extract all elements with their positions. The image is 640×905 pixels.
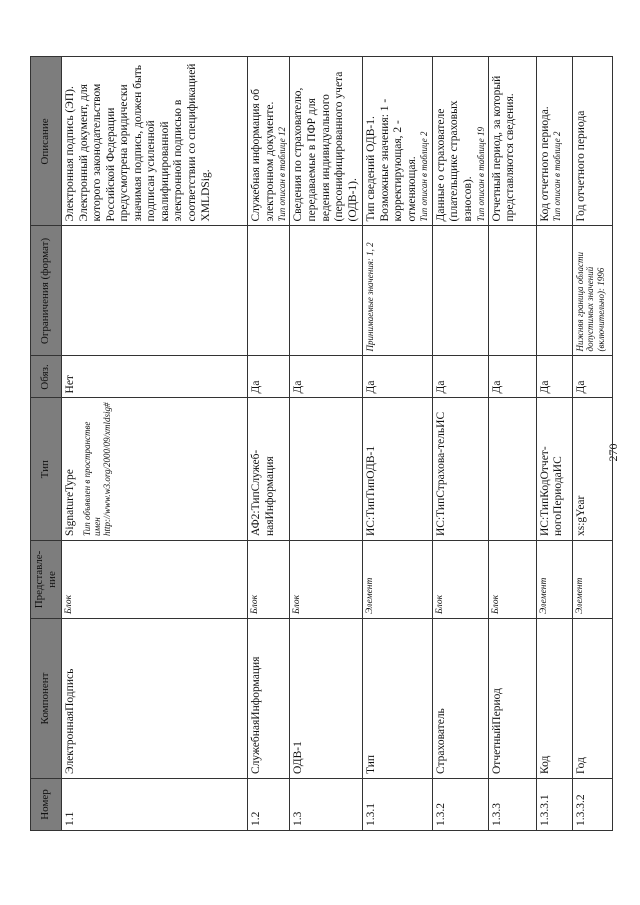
cell-description-text: Сведения по страхователю, передаваемые в ПФР для ведения индивидуального (персонифицированного учета (ОДВ-1). bbox=[292, 71, 359, 222]
cell-representation-text: Блок bbox=[249, 594, 260, 614]
header-component: Компонент bbox=[31, 619, 62, 779]
description-note: Тип описан в таблице 2 bbox=[419, 131, 430, 222]
cell-constraints bbox=[432, 226, 488, 356]
table-row bbox=[432, 57, 488, 831]
table-row bbox=[290, 57, 363, 831]
table-row bbox=[488, 57, 536, 831]
cell-representation bbox=[488, 541, 536, 619]
cell-required-text: Да bbox=[538, 380, 551, 394]
cell-constraints bbox=[290, 226, 363, 356]
cell-component-text: Код bbox=[538, 755, 551, 774]
cell-required-text: Да bbox=[434, 380, 447, 394]
cell-type bbox=[247, 398, 289, 541]
cell-type-text: АФ2:ТипСлужеб-наяИнформация bbox=[249, 449, 276, 536]
cell-description bbox=[61, 57, 247, 226]
cell-constraints bbox=[247, 226, 289, 356]
cell-representation-text: Блок bbox=[63, 594, 74, 614]
cell-type bbox=[432, 398, 488, 541]
cell-component bbox=[572, 619, 612, 779]
cell-type bbox=[536, 398, 572, 541]
cell-number-text: 1.2 bbox=[249, 811, 262, 826]
cell-description-text: Электронная подпись (ЭП). Электронный документ, для которого законодательством Российской Федерации предусмотрена юридически значимая подпись, должен быть подписан усиленной квалифицированной электронной подписью в соответствии со спецификацией XMLDSig. bbox=[63, 63, 212, 222]
cell-component-text: Страхователь bbox=[434, 708, 447, 774]
description-note: Тип описан в таблице 19 bbox=[475, 127, 486, 222]
cell-type bbox=[363, 398, 433, 541]
cell-number bbox=[290, 779, 363, 831]
cell-required bbox=[363, 356, 433, 398]
cell-component bbox=[247, 619, 289, 779]
cell-description-text: Отчетный период, за который представляются сведения. bbox=[490, 75, 517, 222]
cell-description bbox=[290, 57, 363, 226]
cell-component-text: Тип bbox=[365, 754, 378, 774]
cell-description-text: Код отчетного периода. bbox=[538, 106, 551, 222]
cell-number-text: 1.3.3.2 bbox=[574, 794, 587, 826]
cell-required-text: Да bbox=[249, 380, 262, 394]
cell-number-text: 1.1 bbox=[63, 811, 76, 826]
cell-type-text: ИС:ТипСтрахова-тельИС bbox=[434, 411, 447, 536]
cell-number-text: 1.3.1 bbox=[365, 803, 378, 826]
cell-representation-text: Блок bbox=[434, 594, 445, 614]
cell-number bbox=[488, 779, 536, 831]
table-header-row bbox=[31, 57, 62, 831]
header-representation: Представле-ние bbox=[31, 541, 62, 619]
page-number: 270 bbox=[606, 443, 620, 462]
cell-description bbox=[432, 57, 488, 226]
cell-required-text: Да bbox=[292, 380, 305, 394]
cell-number bbox=[432, 779, 488, 831]
cell-type-text: SignatureType bbox=[63, 469, 76, 536]
cell-description bbox=[536, 57, 572, 226]
cell-description bbox=[572, 57, 612, 226]
cell-number bbox=[363, 779, 433, 831]
header-type: Тип bbox=[31, 398, 62, 541]
cell-description bbox=[363, 57, 433, 226]
cell-representation bbox=[536, 541, 572, 619]
cell-type bbox=[572, 398, 612, 541]
cell-type-text: ИС:ТипКодОтчет-ногоПериодаИС bbox=[538, 446, 565, 536]
cell-number bbox=[536, 779, 572, 831]
cell-constraints bbox=[488, 226, 536, 356]
cell-number bbox=[61, 779, 247, 831]
cell-number bbox=[572, 779, 612, 831]
table-row bbox=[247, 57, 289, 831]
cell-representation-text: Блок bbox=[292, 594, 303, 614]
cell-representation bbox=[572, 541, 612, 619]
cell-representation-text: Элемент bbox=[538, 577, 549, 614]
cell-component-text: ЭлектроннаяПодпись bbox=[63, 668, 76, 774]
cell-description-text: Год отчетного периода bbox=[574, 110, 587, 222]
cell-description-text: Тип сведений ОДВ-1. Возможные значения: 1 - корректирующая, 2 - отменяющая. bbox=[365, 98, 418, 222]
cell-required-text: Да bbox=[365, 380, 378, 394]
components-table bbox=[30, 56, 613, 831]
cell-representation bbox=[432, 541, 488, 619]
cell-type bbox=[488, 398, 536, 541]
description-note: Тип описан в таблице 12 bbox=[277, 127, 288, 222]
header-number: Номер bbox=[31, 779, 62, 831]
table-row bbox=[363, 57, 433, 831]
cell-component bbox=[290, 619, 363, 779]
cell-description-text: Данные о страхователе (плательщике страховых взносов). bbox=[434, 100, 474, 222]
cell-required bbox=[290, 356, 363, 398]
cell-component-text: СлужебнаяИнформация bbox=[249, 656, 262, 774]
cell-component bbox=[363, 619, 433, 779]
cell-required bbox=[572, 356, 612, 398]
cell-constraints bbox=[363, 226, 433, 356]
cell-component bbox=[432, 619, 488, 779]
cell-description-text: Служебная информация об электронном документе. bbox=[249, 88, 276, 222]
type-note: Тип объявлен в пространстве имен http://www.w3.org/2000/09/xmldsig# bbox=[81, 402, 113, 536]
cell-component bbox=[61, 619, 247, 779]
cell-constraints bbox=[536, 226, 572, 356]
cell-required-text: Да bbox=[574, 380, 587, 394]
cell-number-text: 1.3.2 bbox=[434, 803, 447, 826]
cell-constraints-text: Нижняя граница области допустимых значений (включительно): 1996 bbox=[574, 251, 606, 352]
cell-number-text: 1.3.3.1 bbox=[538, 794, 551, 826]
cell-type-text: ИС:ТипТипОДВ-1 bbox=[365, 445, 378, 536]
cell-representation-text: Элемент bbox=[574, 577, 585, 614]
cell-representation bbox=[61, 541, 247, 619]
cell-type bbox=[290, 398, 363, 541]
cell-number bbox=[247, 779, 289, 831]
cell-component bbox=[536, 619, 572, 779]
cell-description bbox=[488, 57, 536, 226]
cell-representation-text: Блок bbox=[490, 594, 501, 614]
cell-component-text: ОтчетныйПериод bbox=[490, 688, 503, 774]
cell-required bbox=[61, 356, 247, 398]
cell-required bbox=[432, 356, 488, 398]
cell-component bbox=[488, 619, 536, 779]
cell-type bbox=[61, 398, 247, 541]
cell-representation bbox=[247, 541, 289, 619]
description-note: Тип описан в таблице 2 bbox=[552, 131, 563, 222]
cell-type-text: xs:gYear bbox=[574, 495, 587, 536]
cell-required-text: Да bbox=[490, 380, 503, 394]
cell-constraints bbox=[572, 226, 612, 356]
cell-representation-text: Элемент bbox=[365, 577, 376, 614]
cell-constraints-text: Принимаемые значения: 1, 2 bbox=[365, 242, 376, 352]
cell-required-text: Нет bbox=[63, 375, 76, 394]
cell-number-text: 1.3.3 bbox=[490, 803, 503, 826]
cell-representation bbox=[363, 541, 433, 619]
cell-number-text: 1.3 bbox=[292, 811, 305, 826]
table-row bbox=[61, 57, 247, 831]
cell-component-text: ОДВ-1 bbox=[292, 741, 305, 774]
cell-component-text: Год bbox=[574, 757, 587, 774]
cell-representation bbox=[290, 541, 363, 619]
cell-constraints bbox=[61, 226, 247, 356]
header-required: Обяз. bbox=[31, 356, 62, 398]
header-description: Описание bbox=[31, 57, 62, 226]
cell-required bbox=[488, 356, 536, 398]
table-row bbox=[572, 57, 612, 831]
header-constraints: Ограничения (формат) bbox=[31, 226, 62, 356]
cell-required bbox=[247, 356, 289, 398]
table-row bbox=[536, 57, 572, 831]
cell-description bbox=[247, 57, 289, 226]
cell-required bbox=[536, 356, 572, 398]
